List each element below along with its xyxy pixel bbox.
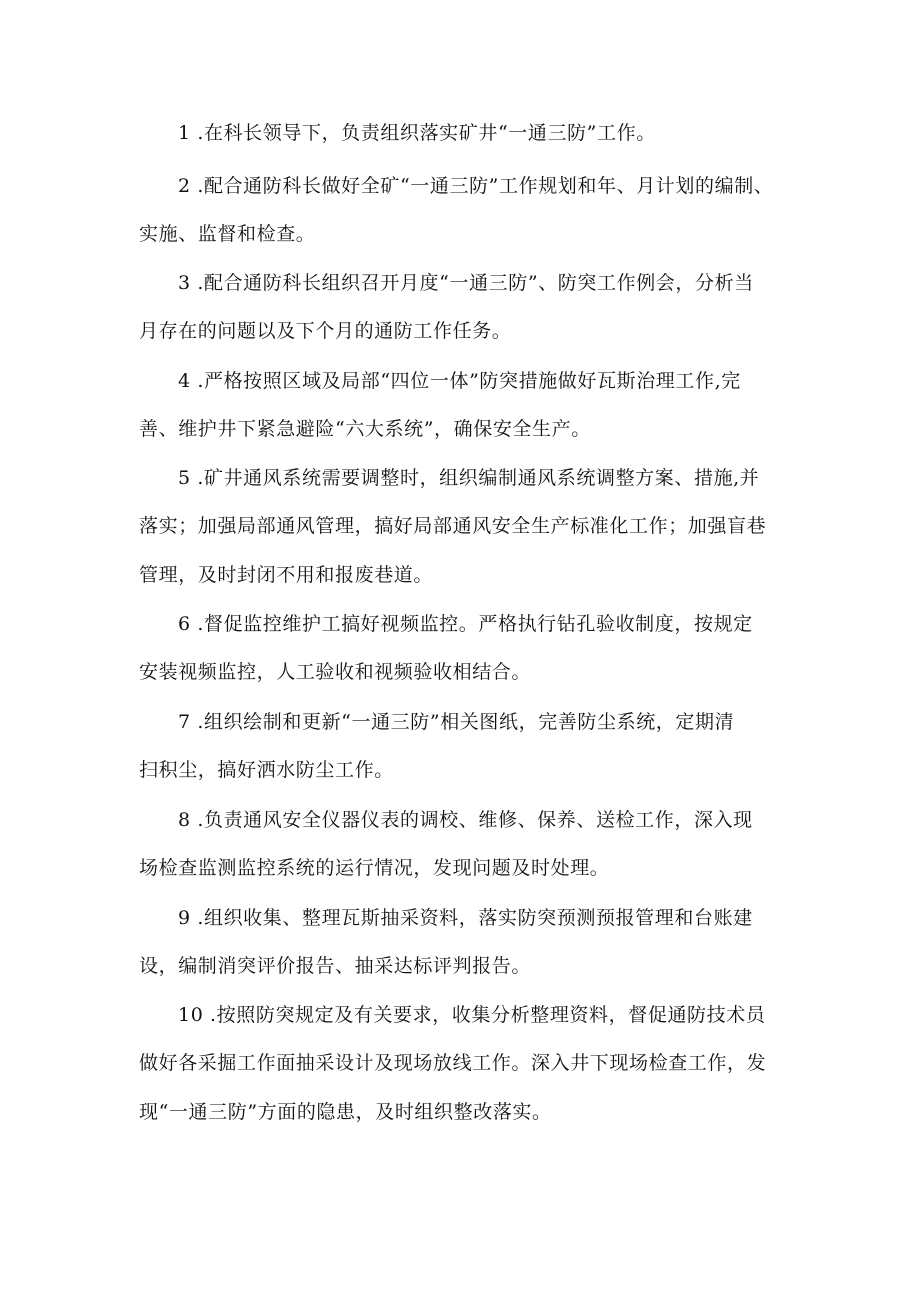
item-2-line-1: 2 .配合通防科长做好全矿“一通三防”工作规划和年、月计划的编制、	[178, 175, 774, 197]
item-10-line-2: 做好各采掘工作面抽采设计及现场放线工作。深入井下现场检查工作，发	[139, 1052, 767, 1074]
item-10-line-1: 10 .按照防突规定及有关要求，收集分析整理资料，督促通防技术员	[178, 1004, 766, 1026]
item-5-line-2: 落实；加强局部通风管理，搞好局部通风安全生产标准化工作；加强盲巷	[139, 515, 767, 537]
item-8-line-1: 8 .负责通风安全仪器仪表的调校、维修、保养、送检工作，深入现	[178, 809, 753, 831]
item-9-line-2: 设，编制消突评价报告、抽采达标评判报告。	[139, 955, 532, 977]
item-8-line-2: 场检查监测监控系统的运行情况，发现问题及时处理。	[139, 857, 610, 879]
item-2-line-2: 实施、监督和检查。	[139, 223, 316, 245]
item-6-line-1: 6 .督促监控维护工搞好视频监控。严格执行钻孔验收制度，按规定	[178, 613, 753, 635]
item-7-line-2: 扫积尘，搞好洒水防尘工作。	[139, 759, 394, 781]
item-4-line-1: 4 .严格按照区域及局部“四位一体”防突措施做好瓦斯治理工作,完	[178, 370, 741, 392]
item-5-line-3: 管理，及时封闭不用和报废巷道。	[139, 564, 434, 586]
item-10-line-3: 现“一通三防”方面的隐患，及时组织整改落实。	[139, 1101, 552, 1123]
item-7-line-1: 7 .组织绘制和更新“一通三防”相关图纸，完善防尘系统，定期清	[178, 711, 735, 733]
item-3-line-2: 月存在的问题以及下个月的通防工作任务。	[139, 320, 512, 342]
item-1-line-1: 1 .在科长领导下，负责组织落实矿井“一通三防”工作。	[178, 122, 656, 144]
item-9-line-1: 9 .组织收集、整理瓦斯抽采资料，落实防突预测预报管理和台账建	[178, 907, 753, 929]
item-6-line-2: 安装视频监控，人工验收和视频验收相结合。	[139, 661, 532, 683]
item-3-line-1: 3 .配合通防科长组织召开月度“一通三防”、防突工作例会，分析当	[178, 272, 754, 294]
item-4-line-2: 善、维护井下紧急避险“六大系统”，确保安全生产。	[139, 418, 591, 440]
item-5-line-1: 5 .矿井通风系统需要调整时，组织编制通风系统调整方案、措施,并	[178, 467, 760, 489]
